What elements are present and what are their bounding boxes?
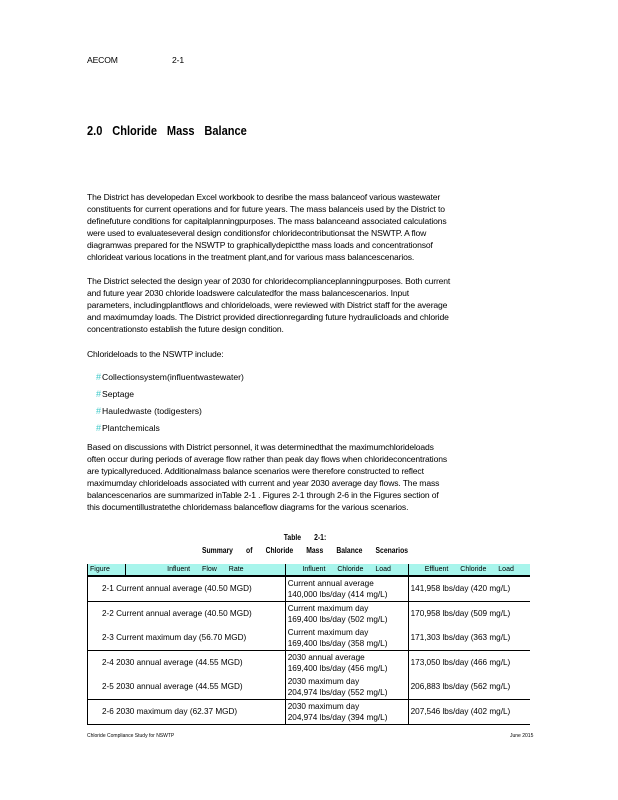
text-line: and maximumday loads. The District provided directionregarding future hydraulicloads and chloride	[87, 312, 449, 322]
text-line: parameters, includingplantflows and chlorideloads, were reviewed with District staff for the average	[87, 300, 448, 310]
figure-number: 2-2	[102, 609, 114, 618]
footer-title: Chloride Compliance Study for NSWTP	[87, 733, 175, 739]
table-row	[88, 700, 531, 725]
list-item-text: Septage	[102, 389, 135, 399]
influent-load: 140,000 lbs/day (414 mg/L)	[287, 589, 388, 599]
flow-cell	[88, 602, 286, 627]
column-header: Figure	[88, 564, 126, 576]
effluent-load-cell: 206,883 lbs/day (562 mg/L)	[408, 675, 530, 700]
influent-flow: 2030 maximum day (62.37 MGD)	[116, 707, 238, 716]
figure-number: 2-5	[102, 682, 114, 691]
influent-load: 169,400 lbs/day (358 mg/L)	[287, 638, 388, 648]
text-line: balancescenarios are summarized inTable 2-1 . Figures 2-1 through 2-6 in the Figures section of	[87, 490, 439, 500]
influent-flow: Current annual average (40.50 MGD)	[116, 609, 252, 618]
table-row	[88, 576, 531, 602]
text-line: The District selected the design year of 2030 for chloridecomplianceplanningpurposes. Both current	[87, 276, 451, 286]
influent-flow: 2030 annual average (44.55 MGD)	[116, 658, 243, 667]
bullet-icon: #	[96, 423, 102, 433]
influent-scenario: 2030 maximum day	[287, 701, 360, 711]
influent-load-cell	[285, 626, 408, 651]
influent-load-cell	[285, 700, 408, 725]
text-line: constituents for current operations and for future years. The mass balanceis used by the District to	[87, 204, 445, 214]
column-header: Effluent Chloride Load	[408, 564, 530, 576]
paragraph-3	[87, 441, 447, 513]
flow-cell	[88, 700, 286, 725]
table-row	[88, 626, 531, 651]
flow-cell	[88, 626, 286, 651]
section-heading: 2.0 Chloride Mass Balance	[87, 123, 247, 138]
chloride-scenarios-table	[87, 564, 530, 725]
bullet-icon: #	[96, 389, 102, 399]
column-header: Influent Flow Rate	[125, 564, 285, 576]
paragraph-2	[87, 275, 450, 335]
text-line: chlorideat various locations in the treatment plant,and for various mass balancescenarios.	[87, 252, 415, 262]
header-page-number: 2-1	[172, 55, 184, 65]
table-header-row	[88, 564, 531, 576]
influent-scenario: Current maximum day	[287, 627, 369, 637]
text-line: often occur during periods of average flow rather than peak day flows when chlorideconcentrations	[87, 454, 447, 464]
figure-number: 2-3	[102, 633, 114, 642]
effluent-load-cell: 171,303 lbs/day (363 mg/L)	[408, 626, 530, 651]
text-line: were used to evaluateseveral design conditionsfor chloridecontributionsat the NSWTP. A flow	[87, 228, 427, 238]
figure-number: 2-4	[102, 658, 114, 667]
paragraph-1	[87, 191, 447, 263]
influent-flow: 2030 annual average (44.55 MGD)	[116, 682, 243, 691]
influent-scenario: 2030 maximum day	[287, 676, 360, 686]
list-item	[96, 369, 244, 386]
influent-scenario: 2030 annual average	[287, 652, 365, 662]
list-item	[96, 386, 244, 403]
bullet-icon: #	[96, 372, 102, 382]
influent-flow: Current maximum day (56.70 MGD)	[116, 633, 247, 642]
footer-date: June 2015	[510, 733, 534, 739]
influent-load: 169,400 lbs/day (456 mg/L)	[287, 663, 388, 673]
text-line: maximumday chlorideloads associated with current and year 2030 average day flows. The mass	[87, 478, 440, 488]
text-line: are typicallyreduced. Additionalmass balance scenarios were therefore constructed to reflect	[87, 466, 424, 476]
list-item-text: Hauledwaste (todigesters)	[102, 406, 202, 416]
influent-load-cell	[285, 651, 408, 676]
list-intro: Chlorideloads to the NSWTP include:	[87, 349, 224, 359]
influent-load: 204,974 lbs/day (394 mg/L)	[287, 712, 388, 722]
text-line: definefuture conditions for capitalplanningpurposes. The mass balanceand associated calculations	[87, 216, 447, 226]
table-title: Table 2-1:	[283, 532, 327, 542]
list-item-text: Plantchemicals	[102, 423, 160, 433]
table-row	[88, 675, 531, 700]
influent-scenario: Current annual average	[287, 578, 374, 588]
effluent-load-cell: 141,958 lbs/day (420 mg/L)	[408, 576, 530, 602]
column-header: Influent Chloride Load	[285, 564, 408, 576]
influent-load: 169,400 lbs/day (502 mg/L)	[287, 614, 388, 624]
table-row	[88, 651, 531, 676]
text-line: concentrationsto establish the future design condition.	[87, 324, 284, 334]
list-item	[96, 403, 244, 420]
figure-number: 2-1	[102, 584, 114, 593]
flow-cell	[88, 576, 286, 602]
effluent-load-cell: 207,546 lbs/day (402 mg/L)	[408, 700, 530, 725]
influent-load-cell	[285, 576, 408, 602]
influent-flow: Current annual average (40.50 MGD)	[116, 584, 252, 593]
text-line: this documentillustratethe chloridemass balanceflow diagrams for the various scenarios.	[87, 502, 409, 512]
bullet-icon: #	[96, 406, 102, 416]
flow-cell	[88, 651, 286, 676]
table-row	[88, 602, 531, 627]
list-item	[96, 420, 244, 437]
influent-load: 204,974 lbs/day (552 mg/L)	[287, 687, 388, 697]
effluent-load-cell: 170,958 lbs/day (509 mg/L)	[410, 609, 511, 618]
effluent-load-cell: 173,050 lbs/day (466 mg/L)	[410, 658, 511, 667]
bullet-list	[96, 369, 244, 437]
flow-cell	[88, 675, 286, 700]
table-subtitle: Summary of Chloride Mass Balance Scenarios	[201, 545, 409, 555]
text-line: diagramwas prepared for the NSWTP to graphicallydepictthe mass loads and concentrationsof	[87, 240, 433, 250]
influent-load-cell	[285, 602, 408, 627]
text-line: Based on discussions with District personnel, it was determinedthat the maximumchlorideloads	[87, 442, 434, 452]
header-org: AECOM	[87, 55, 118, 65]
influent-load-cell	[285, 675, 408, 700]
figure-number: 2-6	[102, 707, 114, 716]
list-item-text: Collectionsystem(influentwastewater)	[102, 372, 244, 382]
influent-scenario: Current maximum day	[287, 603, 369, 613]
text-line: and future year 2030 chloride loadswere calculatedfor the mass balancescenarios. Input	[87, 288, 409, 298]
text-line: The District has developedan Excel workbook to desribe the mass balanceof various wastewater	[87, 192, 441, 202]
